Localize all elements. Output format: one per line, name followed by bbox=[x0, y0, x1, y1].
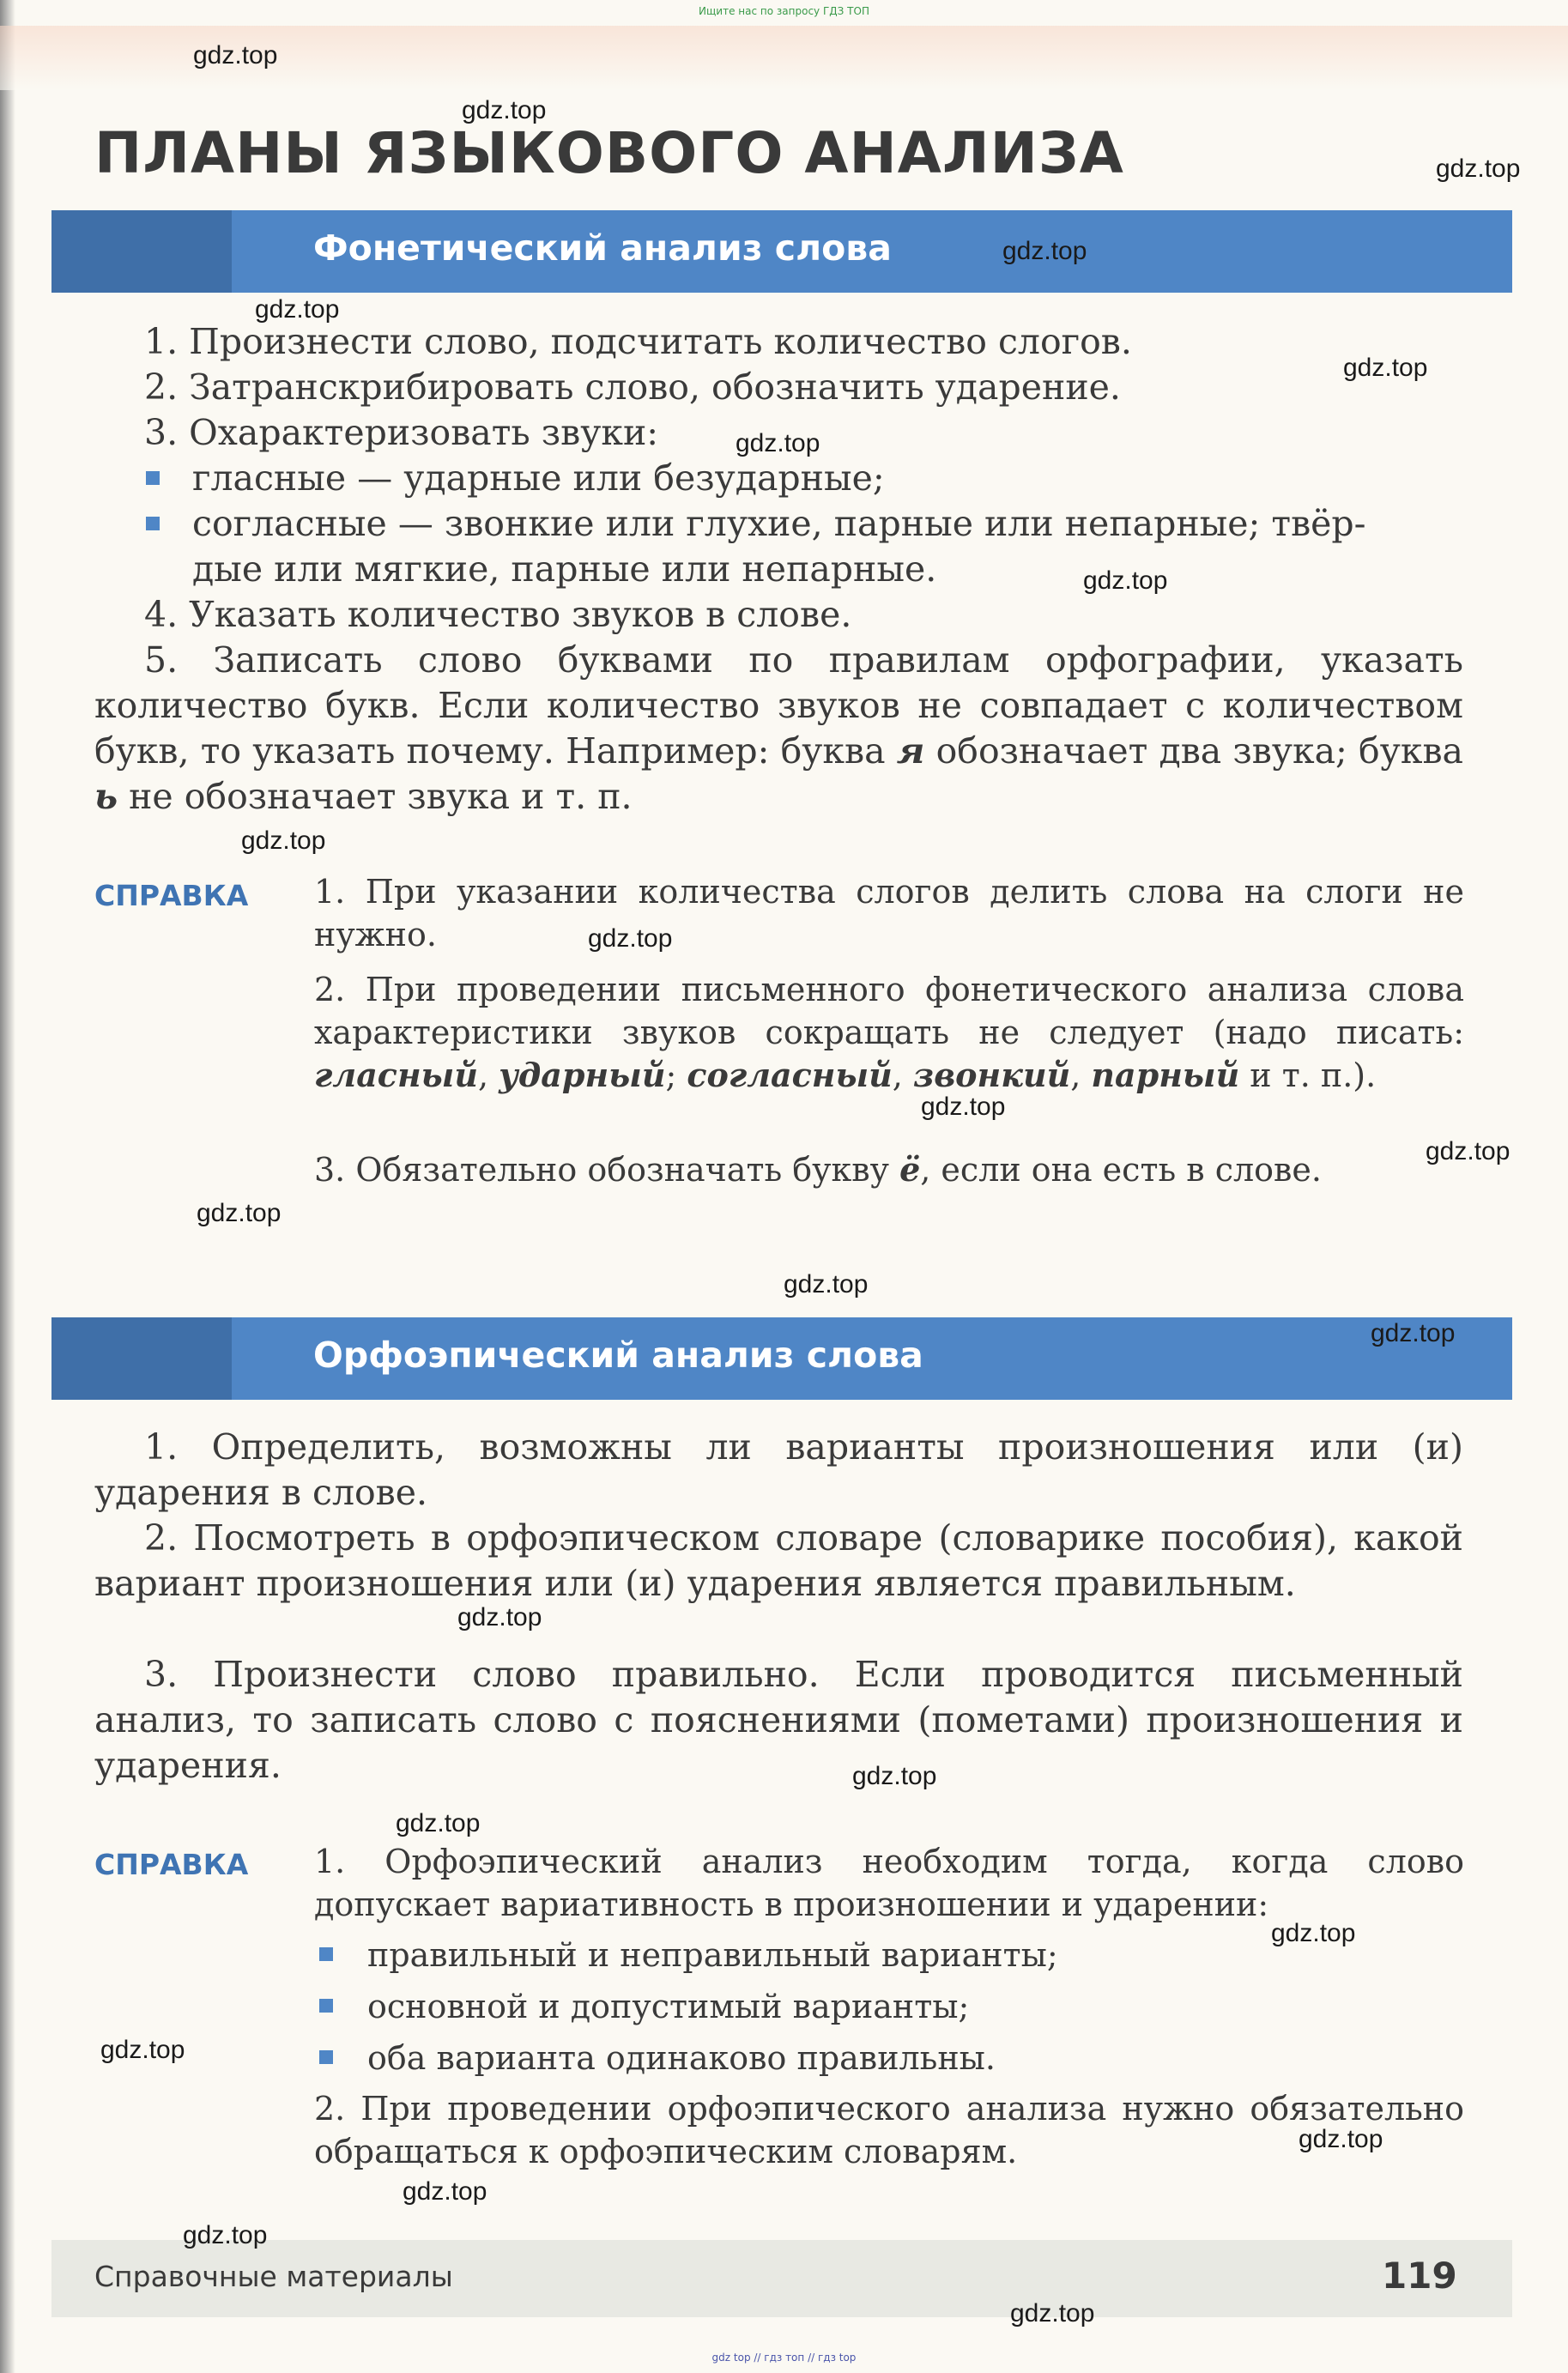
watermark: gdz.top bbox=[1299, 2125, 1383, 2153]
phonetic-item-2: 2. Затранскрибировать слово, обозначить ударение. bbox=[144, 366, 1121, 408]
spravka-label-phonetic: СПРАВКА bbox=[94, 879, 249, 912]
section-header-orthoepic bbox=[51, 1317, 1512, 1400]
term-parnyi: парный bbox=[1091, 1056, 1240, 1094]
watermark: gdz.top bbox=[852, 1762, 937, 1790]
watermark: gdz.top bbox=[1271, 1919, 1356, 1947]
spravka-label-orthoepic: СПРАВКА bbox=[94, 1848, 249, 1881]
watermark: gdz.top bbox=[1426, 1137, 1510, 1165]
watermark: gdz.top bbox=[100, 2036, 185, 2064]
note-text: 3. Обязательно обозначать букву bbox=[314, 1151, 900, 1189]
orthoepic-item-2: 2. Посмотреть в орфоэпическом словаре (словарике пособия), какой вариант произношения или (и) ударения является правильным. bbox=[94, 1517, 1463, 1604]
term-soglasnyi: согласный bbox=[687, 1056, 893, 1094]
phonetic-item-5-text: 5. Записать слово буквами по правилам орфографии, указать количество букв. Если количество звуков не совпадает с количеством букв, то указать почему. Например: буква bbox=[94, 639, 1463, 772]
watermark: gdz.top bbox=[784, 1270, 869, 1298]
phonetic-note-2: 2. При проведении письменного фонетического анализа слова характеристики звуков сокращать не следует (надо писать: гласный, ударный; согласный, звонкий, парный и т. п.). bbox=[314, 971, 1464, 1094]
page-edge-shadow bbox=[0, 0, 15, 2373]
watermark: gdz.top bbox=[193, 41, 278, 70]
watermark: gdz.top bbox=[462, 96, 547, 124]
phonetic-item-1: 1. Произнести слово, подсчитать количество слогов. bbox=[144, 321, 1132, 362]
section-title-orthoepic: Орфоэпический анализ слова bbox=[313, 1335, 923, 1376]
bullet-square-icon bbox=[319, 1999, 333, 2013]
term-zvonkii: звонкий bbox=[912, 1056, 1071, 1094]
bullet-text: оба варианта одинаково правильны. bbox=[367, 2039, 996, 2077]
note-text: , если она есть в слове. bbox=[920, 1151, 1322, 1189]
orthoepic-item-3: 3. Произнести слово правильно. Если проводится письменный анализ, то записать слово с пояснениями (пометами) произношения и ударения. bbox=[94, 1654, 1463, 1786]
section-title-phonetic: Фонетический анализ слова bbox=[313, 227, 892, 269]
watermark: gdz.top bbox=[1010, 2299, 1095, 2328]
bullet-text: согласные — звонкие или глухие, парные или непарные; твёр- bbox=[192, 503, 1366, 544]
letter-yo: ё bbox=[899, 1150, 921, 1189]
phonetic-note-1: 1. При указании количества слогов делить слова на слоги не нужно. bbox=[314, 873, 1464, 953]
watermark: gdz.top bbox=[1436, 154, 1521, 183]
header-note: Ищите нас по запросу ГДЗ ТОП bbox=[699, 5, 869, 17]
watermark: gdz.top bbox=[255, 295, 340, 324]
phonetic-item-5 bbox=[94, 638, 1463, 820]
watermark: gdz.top bbox=[736, 429, 820, 457]
bullet-square-icon bbox=[319, 2050, 333, 2064]
footer-note: gdz top // гдз топ // гдз top bbox=[711, 2352, 857, 2364]
watermark: gdz.top bbox=[183, 2221, 268, 2249]
phonetic-item-5-text: обозначает два звука; буква bbox=[924, 730, 1464, 772]
orthoepic-item-1: 1. Определить, возможны ли варианты произношения или (и) ударения в слове. bbox=[94, 1426, 1463, 1513]
letter-soft-sign: ь bbox=[94, 776, 118, 817]
bullet-text: основной и допустимый варианты; bbox=[367, 1988, 970, 2025]
page-title: ПЛАНЫ ЯЗЫКОВОГО АНАЛИЗА bbox=[94, 120, 1124, 186]
bullet-square-icon bbox=[319, 1947, 333, 1961]
watermark: gdz.top bbox=[457, 1603, 542, 1631]
watermark: gdz.top bbox=[1083, 566, 1168, 595]
watermark: gdz.top bbox=[588, 924, 673, 953]
watermark: gdz.top bbox=[1343, 354, 1428, 382]
watermark: gdz.top bbox=[403, 2177, 487, 2206]
letter-ya: я bbox=[896, 730, 925, 772]
watermark: gdz.top bbox=[921, 1093, 1006, 1121]
note-text: 2. При проведении письменного фонетического анализа слова характеристики звуков сокращать не следует (надо писать: bbox=[314, 971, 1464, 1051]
section-header-accent bbox=[51, 1317, 232, 1400]
footer-section-label: Справочные материалы bbox=[94, 2260, 453, 2293]
term-udarnyi: ударный bbox=[499, 1056, 666, 1094]
bullet-text: правильный и неправильный варианты; bbox=[367, 1936, 1058, 1974]
phonetic-item-3: 3. Охарактеризовать звуки: bbox=[144, 412, 659, 453]
term-glasnyi: гласный bbox=[314, 1056, 478, 1094]
page-number: 119 bbox=[1382, 2255, 1457, 2297]
section-header-accent bbox=[51, 210, 232, 293]
watermark: gdz.top bbox=[241, 826, 326, 855]
phonetic-note-3 bbox=[314, 1148, 1464, 1191]
watermark: gdz.top bbox=[396, 1809, 481, 1837]
bullet-text: дые или мягкие, парные или непарные. bbox=[192, 548, 937, 590]
watermark: gdz.top bbox=[197, 1199, 282, 1227]
bullet-square-icon bbox=[146, 471, 160, 485]
phonetic-item-5-text: не обозначает звука и т. п. bbox=[118, 776, 633, 817]
orthoepic-note-2: 2. При проведении орфоэпического анализа нужно обязательно обращаться к орфоэпическим словарям. bbox=[314, 2090, 1464, 2170]
watermark: gdz.top bbox=[1002, 237, 1087, 265]
note-text: и т. п.). bbox=[1239, 1056, 1377, 1094]
section-header-phonetic bbox=[51, 210, 1512, 293]
orthoepic-note-1: 1. Орфоэпический анализ необходим тогда, когда слово допускает вариативность в произношении и ударении: bbox=[314, 1843, 1464, 1923]
bullet-text: гласные — ударные или безударные; bbox=[192, 457, 885, 499]
watermark: gdz.top bbox=[1371, 1319, 1456, 1347]
bullet-square-icon bbox=[146, 517, 160, 530]
phonetic-item-4: 4. Указать количество звуков в слове. bbox=[144, 594, 852, 635]
